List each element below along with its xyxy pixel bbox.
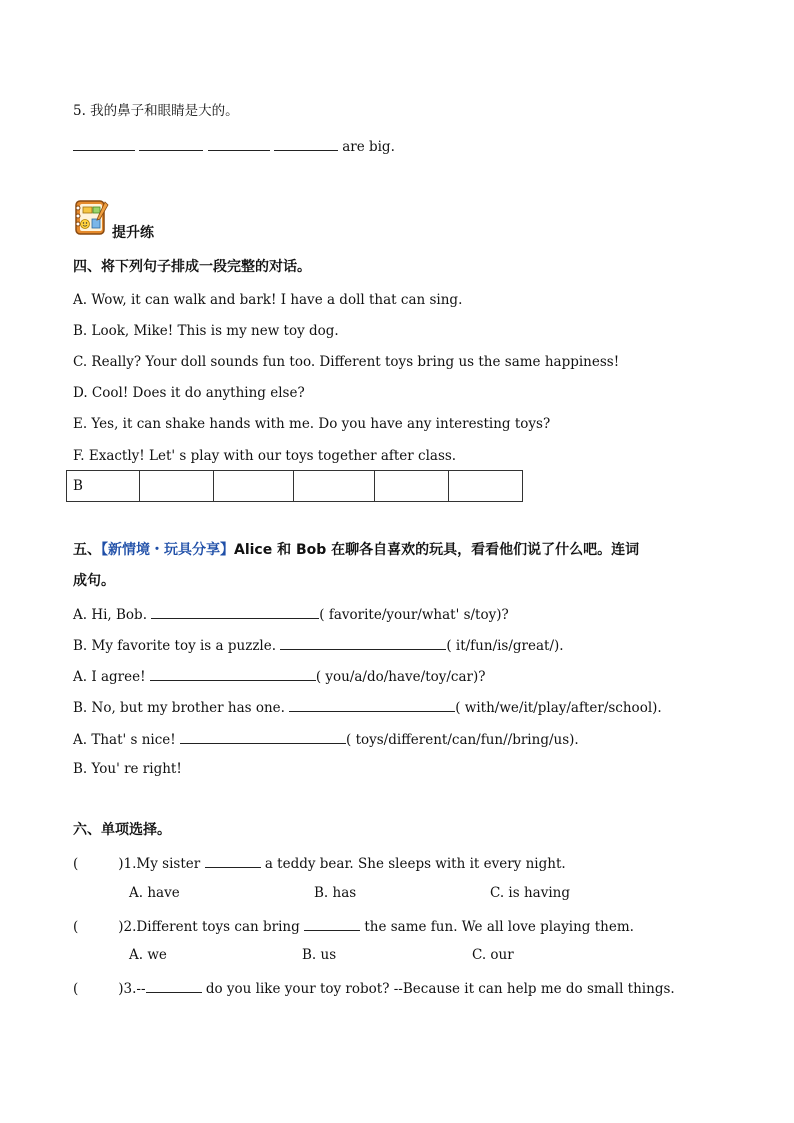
answer-paren[interactable]: (: [73, 919, 79, 935]
answer-paren[interactable]: (: [73, 856, 79, 872]
question-rest: a teddy bear. She sleeps with it every night.: [264, 856, 566, 872]
dialog-line: [73, 604, 509, 624]
answer-blank[interactable]: [205, 853, 261, 868]
speaker-text: A. That' s nice!: [73, 732, 176, 748]
dialog-line: [73, 635, 564, 655]
sentence-f: F. Exactly! Let' s play with our toys together after class.: [73, 448, 457, 464]
dialog-line: [73, 666, 486, 686]
speaker-text: A. Hi, Bob.: [73, 607, 147, 623]
question-stem: )3.--: [118, 981, 146, 997]
order-cell[interactable]: [214, 471, 294, 502]
answer-blank[interactable]: [139, 136, 203, 151]
order-cell[interactable]: [449, 471, 523, 502]
speaker-text: B. No, but my brother has one.: [73, 700, 285, 716]
section5-title-text: Alice 和 Bob 在聊各自喜欢的玩具，看看他们说了什么吧。连词: [234, 542, 640, 558]
option-b[interactable]: B. us: [302, 947, 337, 963]
answer-blank[interactable]: [289, 697, 455, 712]
order-cell[interactable]: [375, 471, 449, 502]
practice-header-label: 提升练: [112, 225, 154, 241]
answer-blank[interactable]: [151, 604, 319, 619]
answer-blank[interactable]: [208, 136, 270, 151]
answer-blank[interactable]: [280, 635, 446, 650]
sentence-c: C. Really? Your doll sounds fun too. Different toys bring us the same happiness!: [73, 354, 620, 370]
sentence-a: A. Wow, it can walk and bark! I have a doll that can sing.: [73, 292, 463, 308]
order-cell[interactable]: [294, 471, 375, 502]
section4-title: 四、将下列句子排成一段完整的对话。: [73, 259, 311, 275]
option-a[interactable]: A. we: [129, 947, 167, 963]
notebook-with-smiley-icon: [72, 199, 110, 237]
word-hint: ( favorite/your/what' s/toy)?: [319, 607, 509, 623]
q5-suffix: are big.: [342, 139, 395, 155]
dialog-line: [73, 760, 182, 778]
order-cell[interactable]: [140, 471, 214, 502]
question-rest: the same fun. We all love playing them.: [364, 919, 634, 935]
sentence-e: E. Yes, it can shake hands with me. Do you have any interesting toys?: [73, 416, 551, 432]
speaker-text: B. My favorite toy is a puzzle.: [73, 638, 277, 654]
section5-number: 五、: [73, 542, 101, 558]
section5-tag: 【新情境・玩具分享】: [101, 542, 234, 558]
question-stem: )1.My sister: [118, 856, 201, 872]
answer-blank[interactable]: [146, 978, 202, 993]
option-a[interactable]: A. have: [129, 885, 180, 901]
order-answer-table: [66, 470, 523, 502]
word-hint: ( you/a/do/have/toy/car)?: [315, 669, 486, 685]
order-cell[interactable]: B: [67, 471, 140, 502]
sentence-d: D. Cool! Does it do anything else?: [73, 385, 305, 401]
option-c[interactable]: C. is having: [490, 885, 570, 901]
answer-blank[interactable]: [304, 916, 360, 931]
speaker-text: B. You' re right!: [73, 761, 182, 777]
mc-question: [73, 916, 634, 936]
option-b[interactable]: B. has: [314, 885, 357, 901]
sentence-b: B. Look, Mike! This is my new toy dog.: [73, 323, 339, 339]
word-hint: ( it/fun/is/great/).: [446, 638, 564, 654]
answer-paren[interactable]: (: [73, 981, 79, 997]
answer-blank[interactable]: [274, 136, 338, 151]
dialog-line: [73, 697, 662, 717]
answer-blank[interactable]: [150, 666, 316, 681]
word-hint: ( toys/different/can/fun//bring/us).: [346, 732, 579, 748]
section6-title: 六、单项选择。: [73, 822, 171, 838]
option-c[interactable]: C. our: [472, 947, 514, 963]
q5-prompt: 5. 我的鼻子和眼睛是大的。: [73, 103, 239, 119]
question-stem: )2.Different toys can bring: [118, 919, 300, 935]
speaker-text: A. I agree!: [73, 669, 146, 685]
mc-question: [73, 978, 675, 998]
section5-title-line2: 成句。: [73, 573, 115, 589]
question-rest: do you like your toy robot? --Because it can help me do small things.: [205, 981, 675, 997]
answer-blank[interactable]: [180, 729, 346, 744]
word-hint: ( with/we/it/play/after/school).: [455, 700, 662, 716]
section5-title: [73, 541, 639, 559]
q5-answer-line: [73, 136, 395, 156]
answer-blank[interactable]: [73, 136, 135, 151]
mc-question: [73, 853, 566, 873]
dialog-line: [73, 729, 579, 749]
